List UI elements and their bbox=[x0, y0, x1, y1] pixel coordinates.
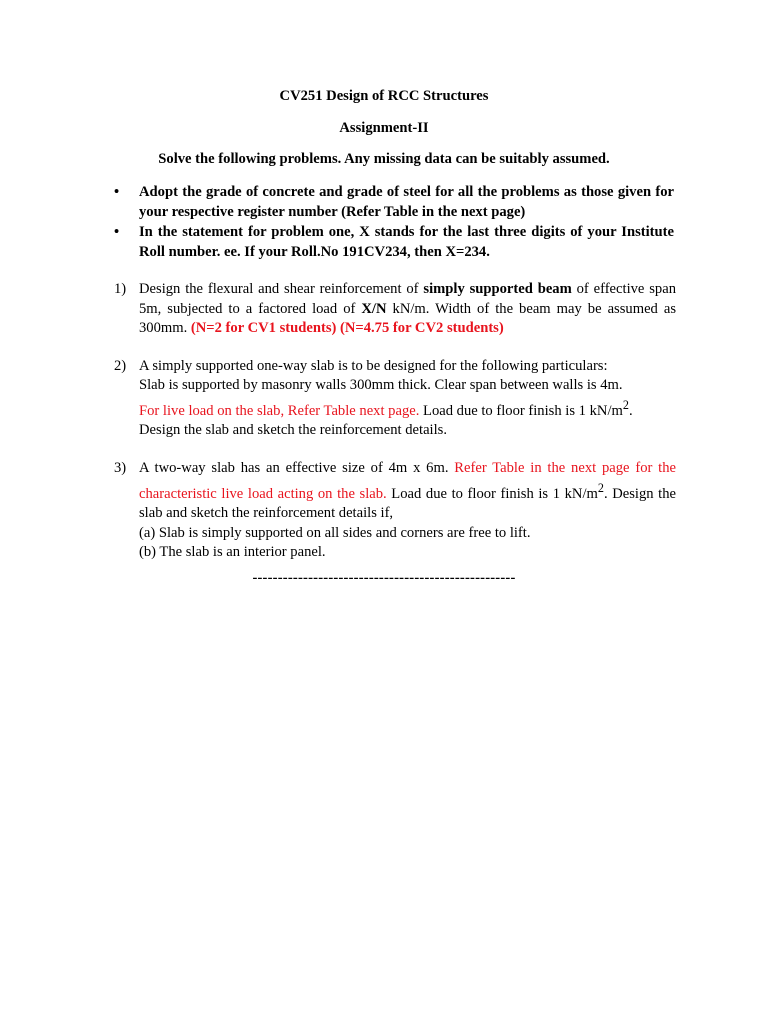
n-value-note: (N=2 for CV1 students) (N=4.75 for CV2 students) bbox=[190, 320, 504, 337]
bullet-text: In the statement for problem one, X stands for the last three digits of your Institute Roll number. ee. If your Roll.No 191CV234, then X=234. bbox=[139, 224, 674, 260]
problem-text: Slab is supported by masonry walls 300mm thick. Clear span between walls is 4m. bbox=[139, 377, 623, 394]
document-title: CV251 Design of RCC Structures bbox=[279, 88, 489, 104]
live-load-note: For live load on the slab, Refer Table next page. bbox=[139, 402, 420, 419]
bullet-text: Adopt the grade of concrete and grade of steel for all the problems as those given for your respective register number (Refer Table in the next page) bbox=[139, 184, 674, 220]
problem-line bbox=[139, 396, 676, 421]
assignment-heading: Assignment-II bbox=[339, 120, 429, 136]
problem-text: Load due to floor finish is 1 kN/m bbox=[386, 485, 598, 502]
problem-text: of effective span 5m, subjected to a factored load of bbox=[139, 281, 677, 317]
superscript: 2 bbox=[597, 480, 604, 495]
problem-number: 3) bbox=[114, 460, 127, 477]
problem-text: . Design the slab and sketch the reinforcement details if, bbox=[139, 485, 676, 522]
instruction-text: Solve the following problems. Any missing data can be suitably assumed. bbox=[158, 151, 610, 167]
end-divider: ---------------------------------------------------- bbox=[252, 570, 516, 586]
bullet-item bbox=[114, 182, 674, 222]
load-formula: X/N bbox=[361, 300, 387, 317]
superscript: 2 bbox=[622, 397, 629, 412]
bullet-icon: • bbox=[114, 224, 120, 240]
problem-2 bbox=[114, 357, 676, 441]
problem-3 bbox=[114, 459, 676, 563]
problem-list bbox=[114, 280, 676, 563]
problem-text: Load due to floor finish is 1 kN/m bbox=[419, 402, 623, 419]
live-load-note: Refer Table in the next page for the characteristic live load acting on the slab. bbox=[139, 460, 677, 502]
bullet-icon: • bbox=[114, 184, 120, 200]
problem-text: . bbox=[628, 402, 633, 419]
bullet-list bbox=[114, 182, 674, 262]
problem-text: A two-way slab has an effective size of 4m x 6m. bbox=[139, 460, 455, 477]
bullet-item bbox=[114, 222, 674, 262]
problem-text: kN/m. Width of the beam may be assumed as 300mm. bbox=[139, 300, 677, 337]
problem-number: 1) bbox=[114, 281, 127, 297]
problem-text: A simply supported one-way slab is to be designed for the following particulars: bbox=[139, 357, 608, 374]
beam-type-emphasis: simply supported beam bbox=[423, 281, 572, 297]
problem-text: Design the flexural and shear reinforcement of bbox=[139, 281, 424, 297]
problem-1 bbox=[114, 280, 676, 339]
problem-number: 2) bbox=[114, 357, 127, 374]
case-b: (b) The slab is an interior panel. bbox=[139, 544, 326, 561]
case-a: (a) Slab is simply supported on all sides and corners are free to lift. bbox=[139, 524, 531, 541]
problem-text: Design the slab and sketch the reinforcement details. bbox=[139, 422, 447, 439]
